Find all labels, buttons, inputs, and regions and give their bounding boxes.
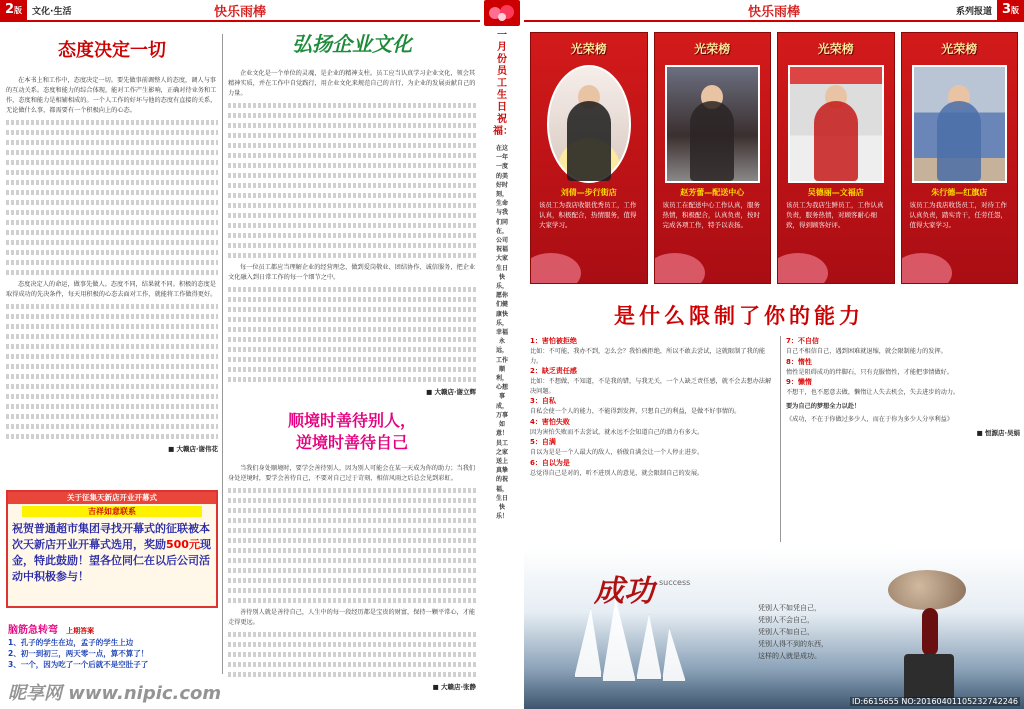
article-paragraph: 当我们身处顺境时，要学会善待别人，因为别人可能会在某一天成为你的助力；当我们身处逆境时，要学会善待自己，不要对自己过于苛刻，相信风雨之后总会见到彩虹。 bbox=[228, 465, 476, 482]
brain-teaser-answer: 3、一个，因为吃了一个后就不是空肚子了 bbox=[8, 660, 149, 669]
sail-shape bbox=[636, 614, 662, 680]
watermark: 昵享网 www.nipic.com bbox=[8, 683, 222, 704]
text-placeholder-lines bbox=[228, 287, 476, 382]
flower-decoration bbox=[654, 253, 705, 284]
feature-item-title: 4：害怕失败 bbox=[530, 417, 570, 426]
article-byline: ■ 大赣店·谢伟花 bbox=[168, 445, 218, 453]
honor-banner: 光荣榜 bbox=[941, 41, 978, 56]
announcement-body: 祝贺普通超市集团寻找开幕式的征联被本次天新店开业开幕式选用，奖励500元现金，特此鼓励！望各位同仁在以后公司活动中积极参与！ bbox=[12, 522, 211, 583]
feature-closing: 要为自己的梦想全力以赴！ bbox=[786, 402, 861, 410]
feature-item-title: 1：害怕被拒绝 bbox=[530, 337, 577, 345]
honor-card bbox=[901, 32, 1019, 284]
brain-teaser-title: 脑筋急转弯 bbox=[8, 625, 58, 636]
paper-name: 快乐雨棒 bbox=[747, 4, 801, 20]
feature-item-title: 6：自以为是 bbox=[530, 458, 570, 467]
feature-item-text: 比如：不想做，不知道，不是我的错，与我无关，一个人缺乏责任感，就不会去想办法解决问题。 bbox=[530, 378, 772, 395]
success-english: success bbox=[659, 578, 691, 587]
article-byline: ■ 大赣店·谢立辉 bbox=[426, 388, 476, 396]
employee-photo bbox=[665, 65, 761, 183]
right-topbar bbox=[524, 0, 1024, 22]
success-poem: 凭别人不如凭自己， 凭别人不会自己， 凭别人不如自己， 凭别人得不到的东西， 这样的人就是成功。 bbox=[758, 604, 828, 660]
sail-shape bbox=[602, 598, 636, 682]
feature-item-title: 9：懒惰 bbox=[786, 378, 812, 386]
employee-description: 该员工为我店收货员工，对待工作认真负责，踏实肯干，任劳任怨，值得大家学习。 bbox=[909, 201, 1007, 229]
text-placeholder-lines bbox=[228, 632, 476, 677]
feature-item-text: 总觉得自己是对的，听不进别人的意见，就会限制自己的发展。 bbox=[530, 469, 704, 477]
honor-banner: 光荣榜 bbox=[817, 41, 854, 56]
text-placeholder-lines bbox=[228, 103, 476, 258]
feature-item-title: 3：自私 bbox=[530, 397, 556, 405]
feature-item-text: 因为害怕失败而不去尝试，就永远不会知道自己的潜力有多大。 bbox=[530, 428, 704, 436]
feature-item-text: 惰性是阻碍成功的绊脚石，只有克服惰性，才能把事情做好。 bbox=[786, 368, 954, 376]
feature-column-right bbox=[786, 336, 1020, 546]
article-title: 弘扬企业文化 bbox=[292, 32, 412, 56]
column-divider bbox=[780, 336, 781, 542]
employee-name: 吴德丽—文福店 bbox=[807, 188, 864, 197]
brain-teaser-answer: 2、初一到初三，两天零一点，算不算了！ bbox=[8, 649, 149, 658]
article-paragraph: 企业文化是一个单位的灵魂，是企业的精神支柱。员工应当认真学习企业文化，领会其精神实质，并在工作中自觉践行，用企业文化来规范自己的言行，为企业的发展贡献自己的力量。 bbox=[228, 70, 476, 97]
feature-item-title: 2：缺乏责任感 bbox=[530, 367, 577, 375]
left-topbar bbox=[0, 0, 480, 22]
feature-item-title: 8：惰性 bbox=[786, 357, 812, 366]
section-label: 系列报道 bbox=[955, 6, 992, 17]
announcement-subhead: 吉祥如意联系 bbox=[22, 506, 202, 517]
pillar-illustration bbox=[904, 654, 954, 698]
employee-photo bbox=[547, 65, 631, 183]
sail-shape bbox=[574, 608, 602, 678]
employee-photo bbox=[912, 65, 1008, 183]
article-paragraph: 在本书上和工作中，态度决定一切。要先做事前调整人的态度，调人与事的互动关系。态度和能力的综合体现，能对工作产生影响，正确对待业务和工作，态度和能力是相辅相成的。一个人工作的好坏与他的态度有直接的关系，无论做什么事，都需要有一个积极向上的心态。 bbox=[6, 77, 217, 114]
section-label: 文化·生活 bbox=[32, 6, 72, 17]
honor-card bbox=[777, 32, 895, 284]
article-attitude bbox=[6, 30, 218, 480]
birthday-message: 在这一年一度的美好时刻，生命与我们同在，公司祝福大家生日快乐，愿你们健康快乐，幸福永远，工作顺利，心想事成，万事如意！员工之家送上真挚的祝福，生日快乐！ bbox=[495, 145, 508, 521]
flower-decoration bbox=[530, 253, 581, 284]
brain-teaser-header bbox=[8, 618, 218, 637]
honor-roll bbox=[524, 32, 1024, 284]
spine-header bbox=[484, 0, 520, 26]
article-treat-others bbox=[228, 410, 476, 705]
success-calligraphy: 成功 bbox=[594, 574, 654, 609]
employee-name: 赵芳蕾—配送中心 bbox=[680, 188, 745, 197]
success-artwork bbox=[524, 548, 1024, 709]
feature-item-title: 7：不自信 bbox=[786, 337, 819, 345]
employee-name: 刘倩—步行街店 bbox=[560, 188, 617, 197]
brain-teaser-subtitle: 上期答案 bbox=[66, 627, 95, 635]
article-title: 态度决定一切 bbox=[58, 40, 166, 61]
article-byline: ■ 恒源店·吴娟 bbox=[976, 428, 1020, 437]
feature-item-text: 自己不相信自己，遇到困难就退缩，就会限制能力的发挥。 bbox=[786, 348, 947, 355]
paper-name: 快乐雨棒 bbox=[213, 4, 267, 20]
honor-card bbox=[654, 32, 772, 284]
article-paragraph: 态度决定人的命运，做事先做人。态度不同，结果就不同。积极的态度是取得成功的先决条件，每天用积极的心态去面对工作，就能将工作做得更好。 bbox=[6, 281, 217, 298]
article-byline: ■ 大赣店·张静 bbox=[432, 683, 476, 691]
page-number: 2版 bbox=[0, 0, 27, 20]
honor-card bbox=[530, 32, 648, 284]
feature-closing-note: 《成功，不在于你做过多少人，而在于你为多少人分享利益》 bbox=[786, 416, 954, 423]
feature-column-left bbox=[530, 336, 774, 546]
text-placeholder-lines bbox=[6, 304, 218, 439]
feature-item-text: 自私会使一个人的能力，不能得到发挥，只想自己的利益，是做不好事情的。 bbox=[530, 408, 741, 415]
birthday-title: 一月份员工生日祝福： bbox=[493, 30, 513, 137]
flower-decoration bbox=[777, 253, 828, 284]
reward-amount: 500元 bbox=[166, 538, 200, 551]
rock-illustration bbox=[888, 570, 966, 610]
text-placeholder-lines bbox=[228, 488, 476, 603]
ant-figure-icon bbox=[922, 608, 938, 656]
sail-shape bbox=[662, 628, 686, 682]
page-number: 3版 bbox=[997, 0, 1024, 20]
employee-photo bbox=[788, 65, 884, 183]
honor-banner: 光荣榜 bbox=[570, 41, 607, 56]
article-paragraph: 善待别人就是善待自己，人生中的每一段经历都是宝贵的财富，保持一颗平常心，才能走得更远。 bbox=[228, 609, 476, 626]
employee-description: 该员工为我店生鲜员工，工作认真负责，服务热情，对顾客耐心细致，得到顾客好评。 bbox=[786, 201, 884, 229]
image-id: ID:6615655 NO:20160401105232742246 bbox=[851, 697, 1018, 706]
column-divider bbox=[222, 34, 223, 674]
honor-banner: 光荣榜 bbox=[694, 41, 731, 56]
article-title: 顺境时善待别人， 逆境时善待自己 bbox=[287, 411, 416, 452]
feature-item-text: 不想干，也不愿意去做，懒惰让人失去机会，失去进步的动力。 bbox=[786, 389, 960, 396]
feature-item-text: 自以为是是一个人最大的敌人，骄傲自满会让一个人停止进步。 bbox=[530, 449, 704, 456]
employee-description: 该员工在配送中心工作认真，服务热情，积极配合，认真负责，按时完成各项工作，特予以表扬。 bbox=[662, 201, 760, 229]
flower-icon bbox=[487, 3, 517, 23]
announcement-head: 关于征集天新店开业开幕式 bbox=[8, 492, 216, 504]
right-page bbox=[524, 0, 1024, 709]
employee-description: 该员工为我店收银优秀员工，工作认真，积极配合，热情服务，值得大家学习。 bbox=[539, 201, 637, 229]
left-page bbox=[0, 0, 480, 709]
text-placeholder-lines bbox=[6, 120, 218, 275]
feature-item-title: 5：自满 bbox=[530, 438, 556, 446]
article-culture bbox=[228, 26, 476, 396]
flower-decoration bbox=[901, 253, 952, 284]
announcement-box bbox=[6, 490, 218, 608]
article-paragraph: 每一位员工都应当理解企业的经营理念，做到爱岗敬业、团结协作、诚信服务，把企业文化融入到日常工作的每一个细节之中。 bbox=[228, 264, 476, 281]
birthday-spine bbox=[482, 0, 522, 709]
employee-name: 朱行德—红旗店 bbox=[931, 188, 988, 197]
feature-item-text: 比如：不可能，我办不到，怎么会？我怕被拒绝，所以不敢去尝试，这就限制了我的能力。 bbox=[530, 348, 766, 365]
feature-title: 是什么限制了你的能力 bbox=[614, 303, 864, 328]
brain-teaser-answer: 1、孔子的学生在边，孟子的学生上边 bbox=[8, 638, 134, 647]
